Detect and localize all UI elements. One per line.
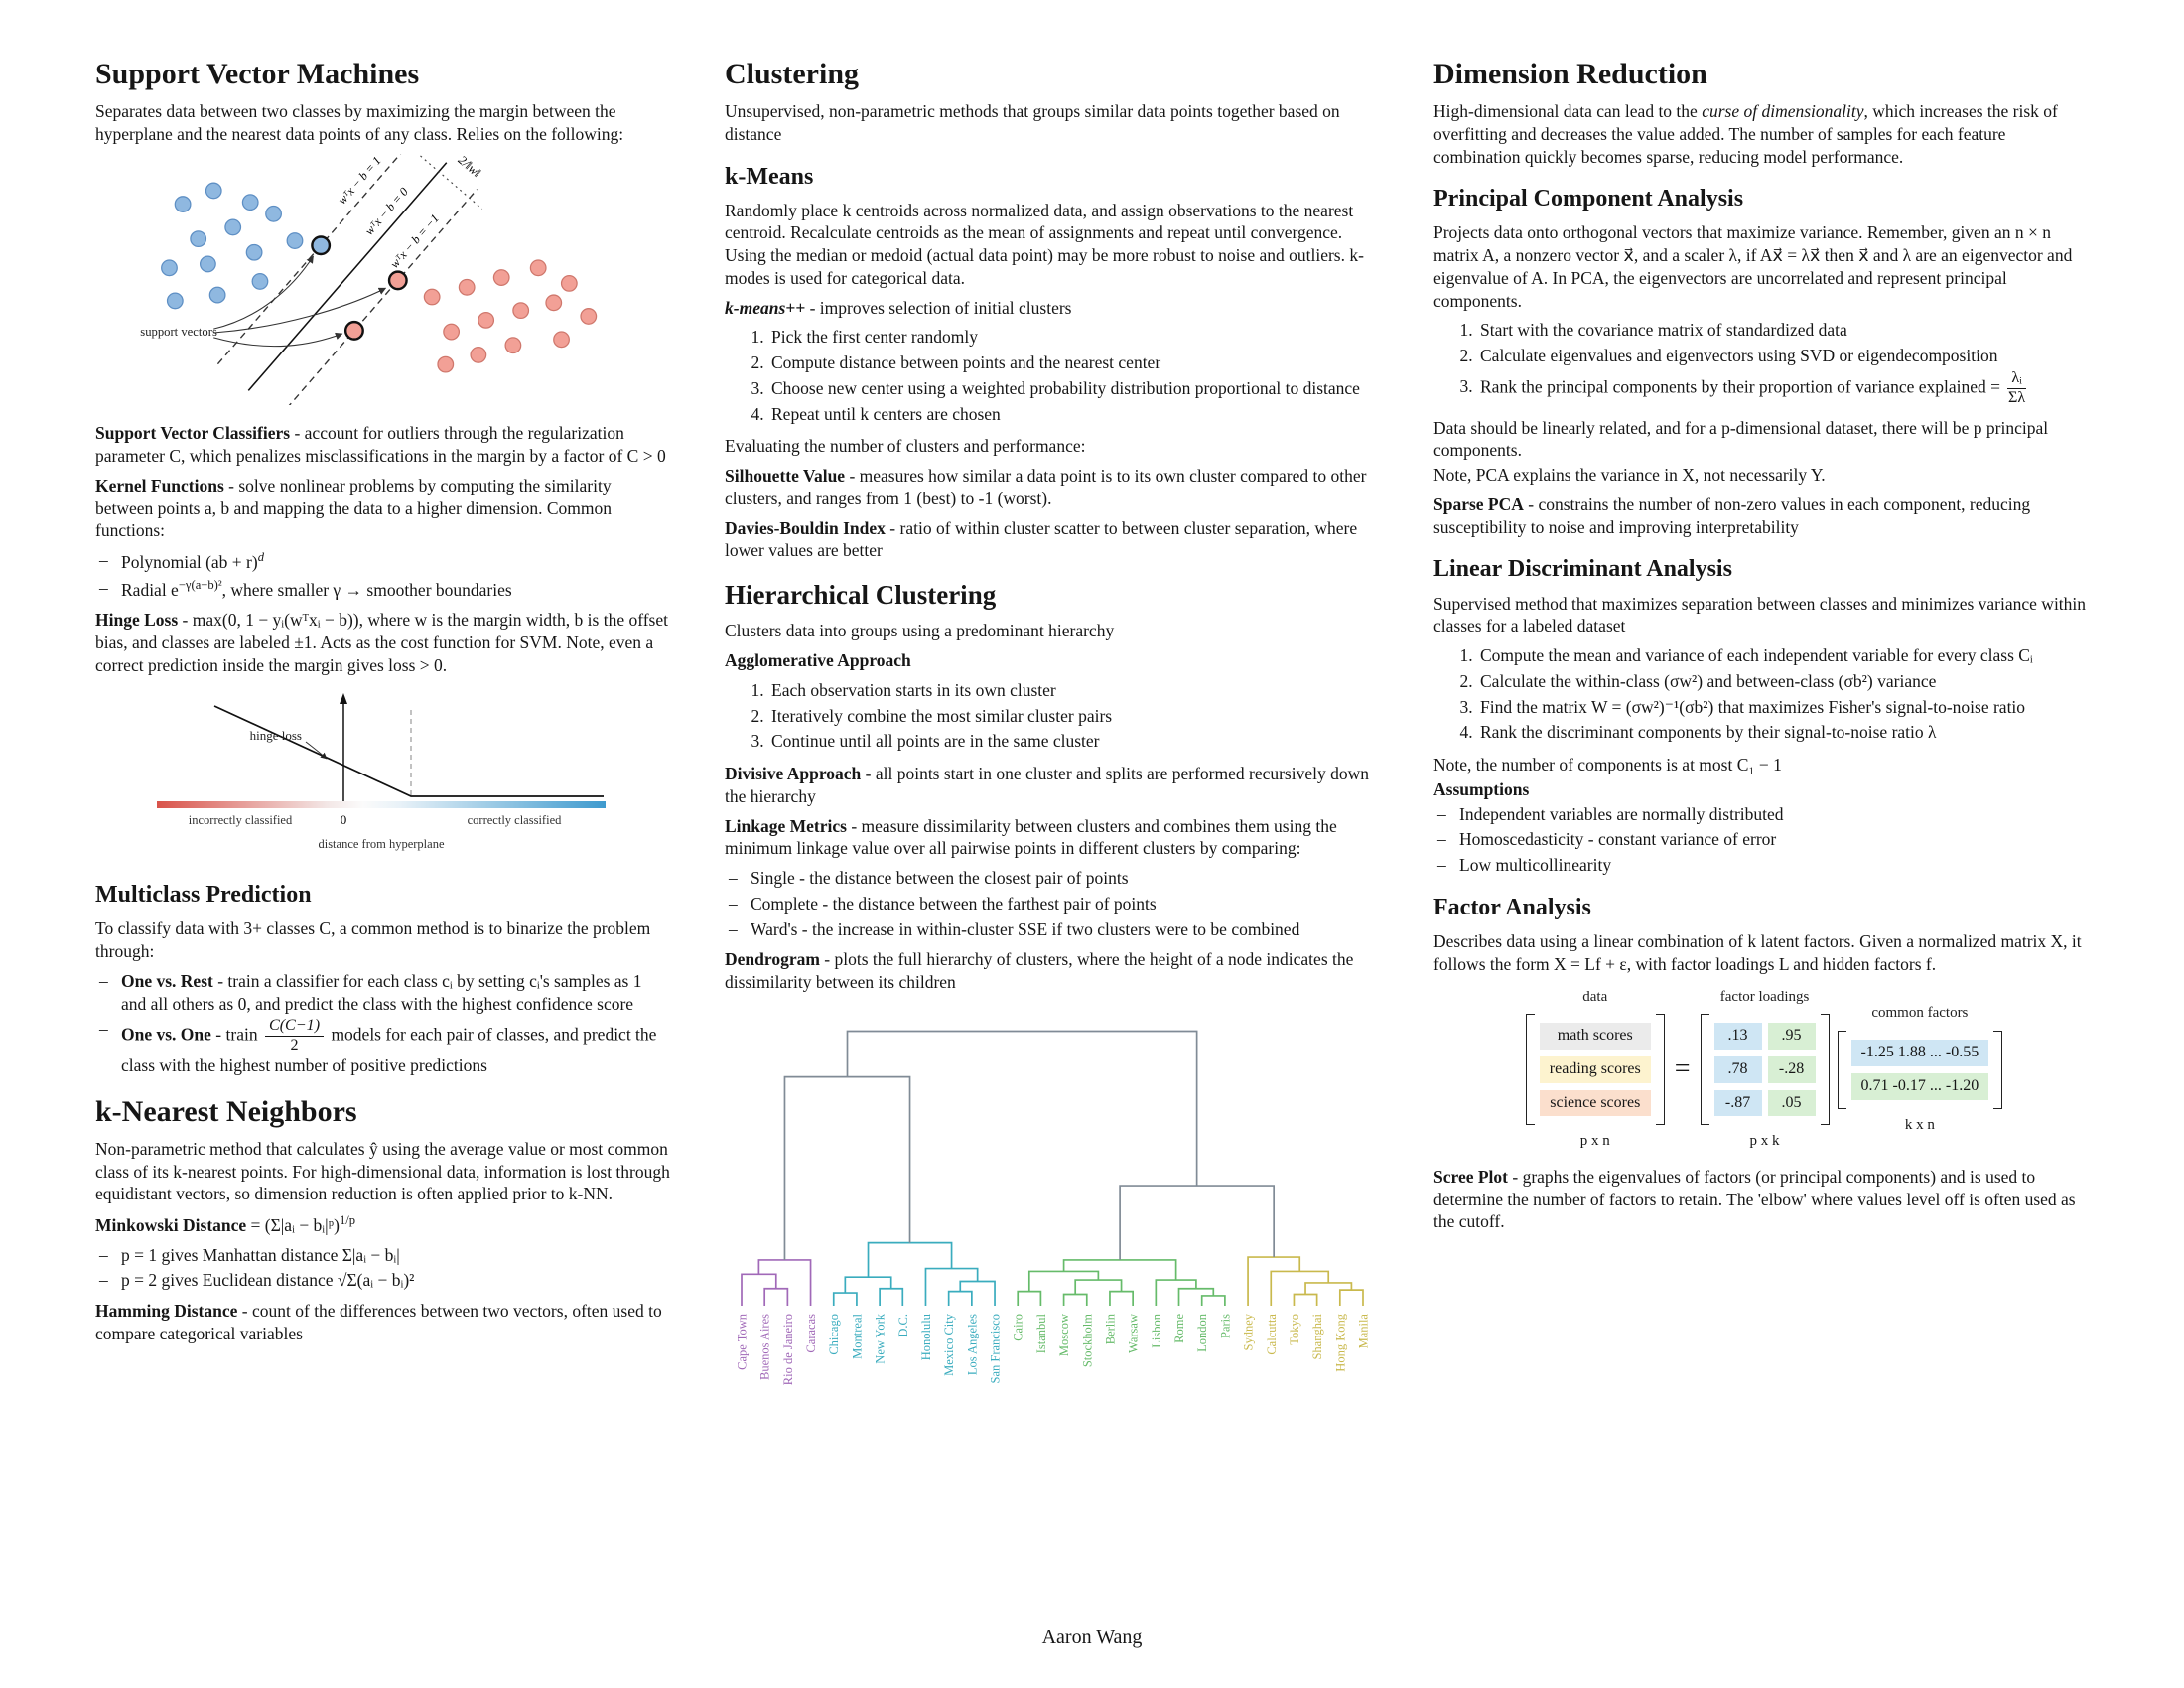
- title-dimension-reduction: Dimension Reduction: [1433, 58, 1707, 90]
- fa-data-row: reading scores: [1540, 1056, 1651, 1083]
- dendrogram-leaf-label: Chicago: [827, 1313, 842, 1355]
- pca-step: 1. Start with the covariance matrix of standardized data: [1477, 319, 2095, 342]
- fa-loading-value: -.87: [1714, 1090, 1762, 1117]
- fa-data-dimension: p x n: [1579, 1133, 1610, 1150]
- distance-list: [95, 1244, 671, 1293]
- dimred-intro-post: , which increases the risk of overfitting and decreases the value added. The number of samples for each feature combination quickly becomes sparse, reducing model performance.: [1433, 101, 2058, 167]
- linkage-single: – Single - the distance between the closest pair of points: [725, 867, 1380, 890]
- heading-multiclass-prediction: Multiclass Prediction: [95, 882, 312, 909]
- dendrogram-leaf-label: Berlin: [1103, 1313, 1118, 1345]
- blue-class-points: [161, 183, 302, 309]
- fa-data-header: data: [1582, 988, 1608, 1005]
- pca-note-2: Note, PCA explains the variance in X, not necessarily Y.: [1433, 465, 1826, 486]
- factor-analysis-body: Describes data using a linear combination of k latent factors. Given a normalized matrix X, it follows the form X = Lf + ε, with factor loadings L and hidden factors f.: [1433, 931, 2082, 974]
- dimred-intro: [1433, 100, 2095, 168]
- clustering-intro: Unsupervised, non-parametric methods that groups similar data points together based on distance: [725, 101, 1340, 144]
- fa-loadings-row: [1714, 1023, 1816, 1050]
- margin-plus-label: wᵀx − b = 1: [334, 153, 384, 207]
- knn-intro: Non-parametric method that calculates ŷ using the average value or most common class of its k-nearest points. For high-dimensional data, information is lost through equidistant vectors, so dimension reduction is often applied prior to k-NN.: [95, 1138, 670, 1204]
- hinge-xlabel: distance from hyperplane: [318, 837, 445, 852]
- davies-text: - ratio of within cluster scatter to between cluster separation, where lower values are better: [725, 517, 1358, 561]
- dendrogram-leaf-label: Moscow: [1057, 1313, 1072, 1356]
- hamming-text: - count of the differences between two vectors, often used to compare categorical variables: [95, 1301, 662, 1343]
- dendrogram-link: [1029, 1271, 1099, 1291]
- one-vs-one-term: One vs. One: [121, 1024, 211, 1045]
- curse-of-dimensionality: curse of dimensionality: [1702, 101, 1864, 121]
- scree-plot-term: Scree Plot: [1433, 1166, 1508, 1187]
- kernel-polynomial-text: Polynomial (ab + r): [121, 551, 258, 572]
- sparse-pca-term: Sparse PCA: [1433, 493, 1524, 514]
- dendrogram-leaf-label: Cairo: [1011, 1313, 1025, 1341]
- scree-plot-text: - graphs the eigenvalues of factors (or principal components) and is used to determine the number of factors to retain. The 'elbow' where values level off is often used as the cutoff.: [1433, 1166, 2076, 1232]
- fa-loading-value: .05: [1768, 1090, 1816, 1117]
- dendrogram-leaf-label: Rio de Janeiro: [780, 1313, 795, 1385]
- fa-data-row: math scores: [1540, 1023, 1651, 1050]
- support-vectors-label: support vectors: [139, 324, 217, 339]
- hinge-loss-plot: [145, 684, 621, 858]
- hamming-term: Hamming Distance: [95, 1301, 238, 1322]
- kmeans-plus-plus: [725, 297, 1380, 320]
- dendrogram-leaf-label: San Francisco: [988, 1313, 1003, 1384]
- minkowski-formula: = (Σ|aᵢ − bᵢ|ᵖ): [246, 1214, 340, 1235]
- davies-bouldin: [725, 517, 1380, 563]
- assumptions-term: Assumptions: [1433, 778, 1530, 799]
- dendrogram-leaf-label: Lisbon: [1149, 1313, 1163, 1348]
- kernel-polynomial-item: [95, 549, 671, 574]
- divisive-approach: [725, 763, 1380, 808]
- linkage-text: - measure dissimilarity between clusters and combines them using the minimum linkage value over all pairwise points in different clusters by comparing:: [725, 815, 1337, 859]
- one-vs-rest-item: [95, 970, 671, 1016]
- lda-step: 2. Calculate the within-class (σw²) and between-class (σb²) variance: [1477, 670, 2095, 693]
- kernel-radial-text: Radial e: [121, 579, 179, 600]
- dendrogram-link: [764, 1289, 787, 1306]
- heading-hierarchical-clustering: Hierarchical Clustering: [725, 580, 997, 611]
- factor-analysis-figure: [1433, 988, 2095, 1152]
- dendrogram-leaf-label: Honolulu: [918, 1313, 933, 1361]
- dendrogram-link: [848, 1031, 1197, 1186]
- red-class-points: [424, 260, 596, 372]
- kernel-radial-note: , where smaller γ → smoother boundaries: [221, 579, 512, 600]
- lda-intro: Supervised method that maximizes separation between classes and minimizes variance within classes for a labeled dataset: [1433, 593, 2087, 636]
- dendrogram-leaf-label: Manila: [1356, 1313, 1371, 1349]
- dendrogram-leaf-label: Caracas: [804, 1313, 819, 1353]
- dendrogram-leaf-label: Calcutta: [1264, 1313, 1279, 1355]
- dendrogram-link: [869, 1242, 952, 1277]
- dendrogram-link: [1340, 1290, 1363, 1306]
- fa-loading-value: -.28: [1768, 1056, 1816, 1083]
- manhattan-item: – p = 1 gives Manhattan distance Σ|aᵢ − bᵢ|: [95, 1244, 671, 1267]
- pca-step: 2. Calculate eigenvalues and eigenvectors using SVD or eigendecomposition: [1477, 345, 2095, 367]
- kernel-polynomial-exponent: d: [257, 550, 264, 564]
- dendrogram-leaf-label: Mexico City: [942, 1313, 957, 1376]
- agglomerative-step: 1. Each observation starts in its own cluster: [768, 679, 1380, 702]
- agglomerative-term: Agglomerative Approach: [725, 650, 911, 671]
- lda-assumptions-heading: [1433, 778, 2095, 801]
- zero-tick-label: 0: [340, 812, 347, 828]
- knn-hamming: [95, 1300, 671, 1345]
- hinge-loss-figure: [95, 684, 671, 864]
- minkowski-exponent: 1/p: [339, 1213, 356, 1228]
- dendrogram-link: [1018, 1291, 1040, 1305]
- dendrogram-leaf-label: Rome: [1172, 1313, 1187, 1343]
- kmeans-step: 2. Compute distance between points and the nearest center: [768, 352, 1380, 374]
- fa-data-row: science scores: [1540, 1090, 1651, 1117]
- divisive-term: Divisive Approach: [725, 764, 862, 784]
- dendrogram-leaf-label: London: [1195, 1313, 1210, 1352]
- agglomerative-step: 3. Continue until all points are in the same cluster: [768, 730, 1380, 753]
- correct-label: correctly classified: [467, 813, 562, 828]
- dendrogram-link: [1305, 1283, 1351, 1295]
- equals-sign: =: [1674, 1054, 1691, 1085]
- silhouette-text: - measures how similar a data point is to its own cluster compared to other clusters, and ranges from 1 (best) to -1 (worst).: [725, 466, 1367, 508]
- author-footer: Aaron Wang: [1041, 1626, 1143, 1648]
- linkage-complete: – Complete - the distance between the farthest pair of points: [725, 893, 1380, 915]
- svm-kernel-term: Kernel Functions: [95, 475, 224, 495]
- fa-common-row: -1.25 1.88 ... -0.55: [1851, 1040, 1989, 1066]
- heading-factor-analysis: Factor Analysis: [1433, 894, 1591, 920]
- pca-step-3-text: Rank the principal components by their proportion of variance explained =: [1480, 376, 2005, 397]
- lda-assumptions-list: [1433, 803, 2095, 877]
- dendrogram-text: - plots the full hierarchy of clusters, where the height of a node indicates the dissimilarity between its children: [725, 949, 1354, 993]
- dendrogram-leaf-label: New York: [873, 1313, 887, 1364]
- fa-loadings-dimension: p x k: [1749, 1133, 1780, 1150]
- svm-kernel: [95, 475, 671, 542]
- fa-common-row: 0.71 -0.17 ... -1.20: [1851, 1073, 1989, 1100]
- svm-hinge-loss: [95, 609, 671, 676]
- silhouette-term: Silhouette Value: [725, 466, 846, 487]
- dendrogram-link: [880, 1289, 902, 1306]
- fa-common-matrix: [1838, 1031, 2003, 1109]
- dendrogram-link: [845, 1277, 890, 1293]
- kmeans-steps: [725, 326, 1380, 425]
- kmeans-eval-intro: Evaluating the number of clusters and performance:: [725, 436, 1086, 457]
- hyperplane-label: wᵀx − b = 0: [361, 184, 411, 238]
- dendrogram-def: [725, 948, 1380, 994]
- pca-step: [1477, 370, 2095, 407]
- one-vs-rest-term: One vs. Rest: [121, 970, 213, 991]
- dendrogram-leaf-label: Istanbul: [1033, 1313, 1048, 1354]
- fa-loadings-row: [1714, 1090, 1816, 1117]
- dendrogram-leaf-label: Montreal: [850, 1313, 865, 1359]
- kernel-radial-exponent: −γ(a−b)²: [178, 577, 222, 592]
- dendrogram-link: [1271, 1271, 1328, 1306]
- support-vector-points: [312, 236, 406, 339]
- one-vs-rest-text: - train a classifier for each class cᵢ by setting cᵢ's samples as 1 and all others as 0, and predict the class with the highest confidence score: [121, 970, 642, 1014]
- kmeans-pp-term: k-means++: [725, 297, 806, 318]
- linkage-metrics: [725, 815, 1380, 861]
- dendrogram-link: [1179, 1289, 1214, 1306]
- dendrogram-leaf-label: Buenos Aires: [757, 1313, 772, 1380]
- dendrogram-link: [1064, 1294, 1087, 1306]
- one-vs-one-fraction: [265, 1018, 324, 1055]
- fa-data-matrix: [1526, 1014, 1665, 1125]
- title-k-nearest-neighbors: k-Nearest Neighbors: [95, 1094, 357, 1128]
- linkage-wards: – Ward's - the increase in within-cluster SSE if two clusters were to be combined: [725, 918, 1380, 941]
- linkage-term: Linkage Metrics: [725, 815, 847, 836]
- svm-diagram: [113, 154, 654, 405]
- dendrogram-link: [758, 1260, 810, 1306]
- dendrogram-link: [742, 1274, 776, 1306]
- fraction-numerator: C(C−1): [265, 1018, 324, 1037]
- hier-intro: Clusters data into groups using a predominant hierarchy: [725, 621, 1115, 641]
- svm-classifiers: [95, 422, 671, 468]
- fa-loading-value: .13: [1714, 1023, 1762, 1050]
- variance-explained-fraction: [2007, 370, 2025, 407]
- svm-classifiers-text: - account for outliers through the regularization parameter C, which penalizes misclassifications in the margin by a factor of C > 0: [95, 423, 666, 466]
- hinge-loss-term: Hinge Loss: [95, 610, 179, 631]
- column-svm: [95, 58, 671, 1425]
- dendrogram-chart: [726, 1008, 1379, 1407]
- kmeans-pp-text: - improves selection of initial clusters: [805, 297, 1072, 318]
- dendrogram-leaf-label: Shanghai: [1310, 1313, 1325, 1360]
- dendrogram-link: [949, 1291, 972, 1305]
- euclidean-item: – p = 2 gives Euclidean distance √Σ(aᵢ − bᵢ)²: [95, 1269, 671, 1292]
- margin-line-positive: [217, 154, 415, 364]
- dendrogram-link: [1202, 1296, 1225, 1306]
- multiclass-list: [95, 970, 671, 1077]
- incorrect-label: incorrectly classified: [188, 813, 293, 828]
- kmeans-step: 3. Choose new center using a weighted probability distribution proportional to distance: [768, 377, 1380, 400]
- lda-steps: [1433, 644, 2095, 744]
- dendrogram-leaf-label: Tokyo: [1287, 1313, 1301, 1345]
- dendrogram-link: [1156, 1280, 1196, 1306]
- hinge-loss-curve-label: hinge loss: [249, 728, 302, 744]
- title-clustering: Clustering: [725, 58, 859, 90]
- lda-step: 3. Find the matrix W = (σw²)⁻¹(σb²) that maximizes Fisher's signal-to-noise ratio: [1477, 696, 2095, 719]
- dendrogram-link: [834, 1293, 857, 1306]
- fa-loadings-row: [1714, 1056, 1816, 1083]
- divisive-text: - all points start in one cluster and splits are performed recursively down the hierarchy: [725, 764, 1369, 806]
- pca-note-1: Data should be linearly related, and for a p-dimensional dataset, there will be p principal components.: [1433, 417, 2049, 461]
- minkowski-term: Minkowski Distance: [95, 1214, 247, 1235]
- fa-common-dimension: k x n: [1904, 1116, 1935, 1133]
- loss-axis-arrowhead: [340, 693, 347, 704]
- dendrogram-link: [1248, 1257, 1299, 1306]
- heading-pca: Principal Component Analysis: [1433, 186, 1744, 212]
- heading-k-means: k-Means: [725, 163, 814, 190]
- assumption-item: – Homoscedasticity - constant variance of error: [1433, 828, 2095, 851]
- lda-note: Note, the number of components is at most C₁ − 1: [1433, 755, 1782, 775]
- sparse-pca: [1433, 493, 2095, 539]
- fa-loadings-header: factor loadings: [1719, 988, 1810, 1005]
- column-clustering: [725, 58, 1380, 1425]
- svm-kernel-text: - solve nonlinear problems by computing the similarity between points a, b and mapping the data to a higher dimension. Common functions:: [95, 475, 613, 541]
- dendrogram-leaf-label: Stockholm: [1080, 1313, 1095, 1367]
- one-vs-one-item: [95, 1018, 671, 1077]
- kernel-radial-item: [95, 577, 671, 602]
- dimred-intro-pre: High-dimensional data can lead to the: [1433, 101, 1703, 121]
- fa-loading-value: .95: [1768, 1023, 1816, 1050]
- agglomerative-step: 2. Iteratively combine the most similar cluster pairs: [768, 705, 1380, 728]
- dendrogram-leaf-label: Sydney: [1241, 1313, 1256, 1351]
- variance-fraction-denominator: Σλ: [2008, 388, 2026, 406]
- dendrogram-leaf-label: Paris: [1218, 1313, 1233, 1338]
- fa-common-column: [1838, 1004, 2003, 1135]
- lda-step: 4. Rank the discriminant components by their signal-to-noise ratio λ: [1477, 721, 2095, 744]
- classification-gradient-axis: [157, 801, 606, 808]
- heading-lda: Linear Discriminant Analysis: [1433, 556, 1732, 583]
- pca-steps: [1433, 319, 2095, 406]
- dendrogram-term: Dendrogram: [725, 949, 820, 970]
- scree-plot: [1433, 1166, 2095, 1233]
- column-dimension-reduction: [1433, 58, 2095, 1425]
- fa-common-header: common factors: [1871, 1005, 1969, 1022]
- dendrogram-link: [960, 1281, 995, 1305]
- agglomerative-heading: [725, 649, 1380, 672]
- kmeans-step: 4. Repeat until k centers are chosen: [768, 403, 1380, 426]
- hinge-loss-curve: [214, 706, 604, 796]
- margin-minus-label: wᵀx − b = −1: [386, 211, 442, 271]
- dendrogram-link: [925, 1268, 977, 1305]
- kmeans-body: Randomly place k centroids across normalized data, and assign observations to the nearest centroid. Recalculate centroids as the mean of assignments and repeat until convergence. Using the median or medoid (actual data point) may be more robust to noise and outliers. k-modes is used for categorical data.: [725, 200, 1364, 288]
- lda-step: 1. Compute the mean and variance of each independent variable for every class Cᵢ: [1477, 644, 2095, 667]
- multiclass-intro: To classify data with 3+ classes C, a common method is to binarize the problem through:: [95, 918, 651, 962]
- dendrogram-figure: [725, 1008, 1380, 1413]
- knn-minkowski: [95, 1212, 671, 1237]
- hinge-loss-text: - max(0, 1 − yᵢ(wᵀxᵢ − b)), where w is the margin width, b is the offset bias, and classes are labeled ±1. Acts as the cost function for SVM. Note, even a correct prediction inside the margin gives loss > 0.: [95, 610, 669, 675]
- dendrogram-leaf-label: Cape Town: [735, 1313, 750, 1370]
- title-support-vector-machines: Support Vector Machines: [95, 58, 420, 90]
- svm-figure: [95, 154, 671, 411]
- kmeans-step: 1. Pick the first center randomly: [768, 326, 1380, 349]
- fa-loadings-matrix: [1701, 1014, 1830, 1125]
- dendrogram-leaf-label: Los Angeles: [965, 1313, 980, 1375]
- linkage-list: [725, 867, 1380, 940]
- sparse-pca-text: - constrains the number of non-zero values in each component, reducing susceptibility to noise and improving interpretability: [1433, 493, 2031, 537]
- fa-loading-value: .78: [1714, 1056, 1762, 1083]
- dendrogram-leaf-label: Warsaw: [1126, 1313, 1141, 1353]
- assumption-item: – Low multicollinearity: [1433, 854, 2095, 877]
- one-vs-one-post: models for each pair of classes, and predict the class with the highest number of positive predictions: [121, 1024, 657, 1076]
- fa-data-column: [1526, 988, 1665, 1152]
- kernel-function-list: [95, 549, 671, 601]
- margin-width-label: 2/‖w‖: [455, 153, 483, 180]
- dendrogram-leaf-label: D.C.: [895, 1313, 910, 1337]
- dendrogram-link: [1064, 1260, 1176, 1280]
- dendrogram-link: [1294, 1294, 1316, 1306]
- davies-term: Davies-Bouldin Index: [725, 517, 886, 538]
- fraction-denominator: 2: [290, 1037, 299, 1055]
- variance-fraction-numerator: λᵢ: [2007, 370, 2025, 389]
- agglomerative-steps: [725, 679, 1380, 753]
- dendrogram-leaf-label: Hong Kong: [1333, 1313, 1348, 1372]
- dendrogram-link: [1120, 1186, 1274, 1260]
- pca-body: Projects data onto orthogonal vectors that maximize variance. Remember, given an n × n matrix A, a nonzero vector x⃗, and a scaler λ, if Ax⃗ = λx⃗ then x⃗ and λ are an eigenvector and eigenvalue of A. In PCA, the eigenvectors are uncorrelated and represent principal components.: [1433, 222, 2073, 311]
- one-vs-one-pre: - train: [210, 1024, 262, 1045]
- svm-intro: Separates data between two classes by maximizing the margin between the hyperplane and the nearest data points of any class. Relies on the following:: [95, 101, 624, 144]
- dendrogram-link: [1110, 1291, 1133, 1305]
- silhouette-value: [725, 465, 1380, 510]
- assumption-item: – Independent variables are normally distributed: [1433, 803, 2095, 826]
- fa-loadings-column: [1701, 988, 1830, 1152]
- svm-classifiers-term: Support Vector Classifiers: [95, 423, 291, 444]
- dendrogram-link: [784, 1076, 909, 1259]
